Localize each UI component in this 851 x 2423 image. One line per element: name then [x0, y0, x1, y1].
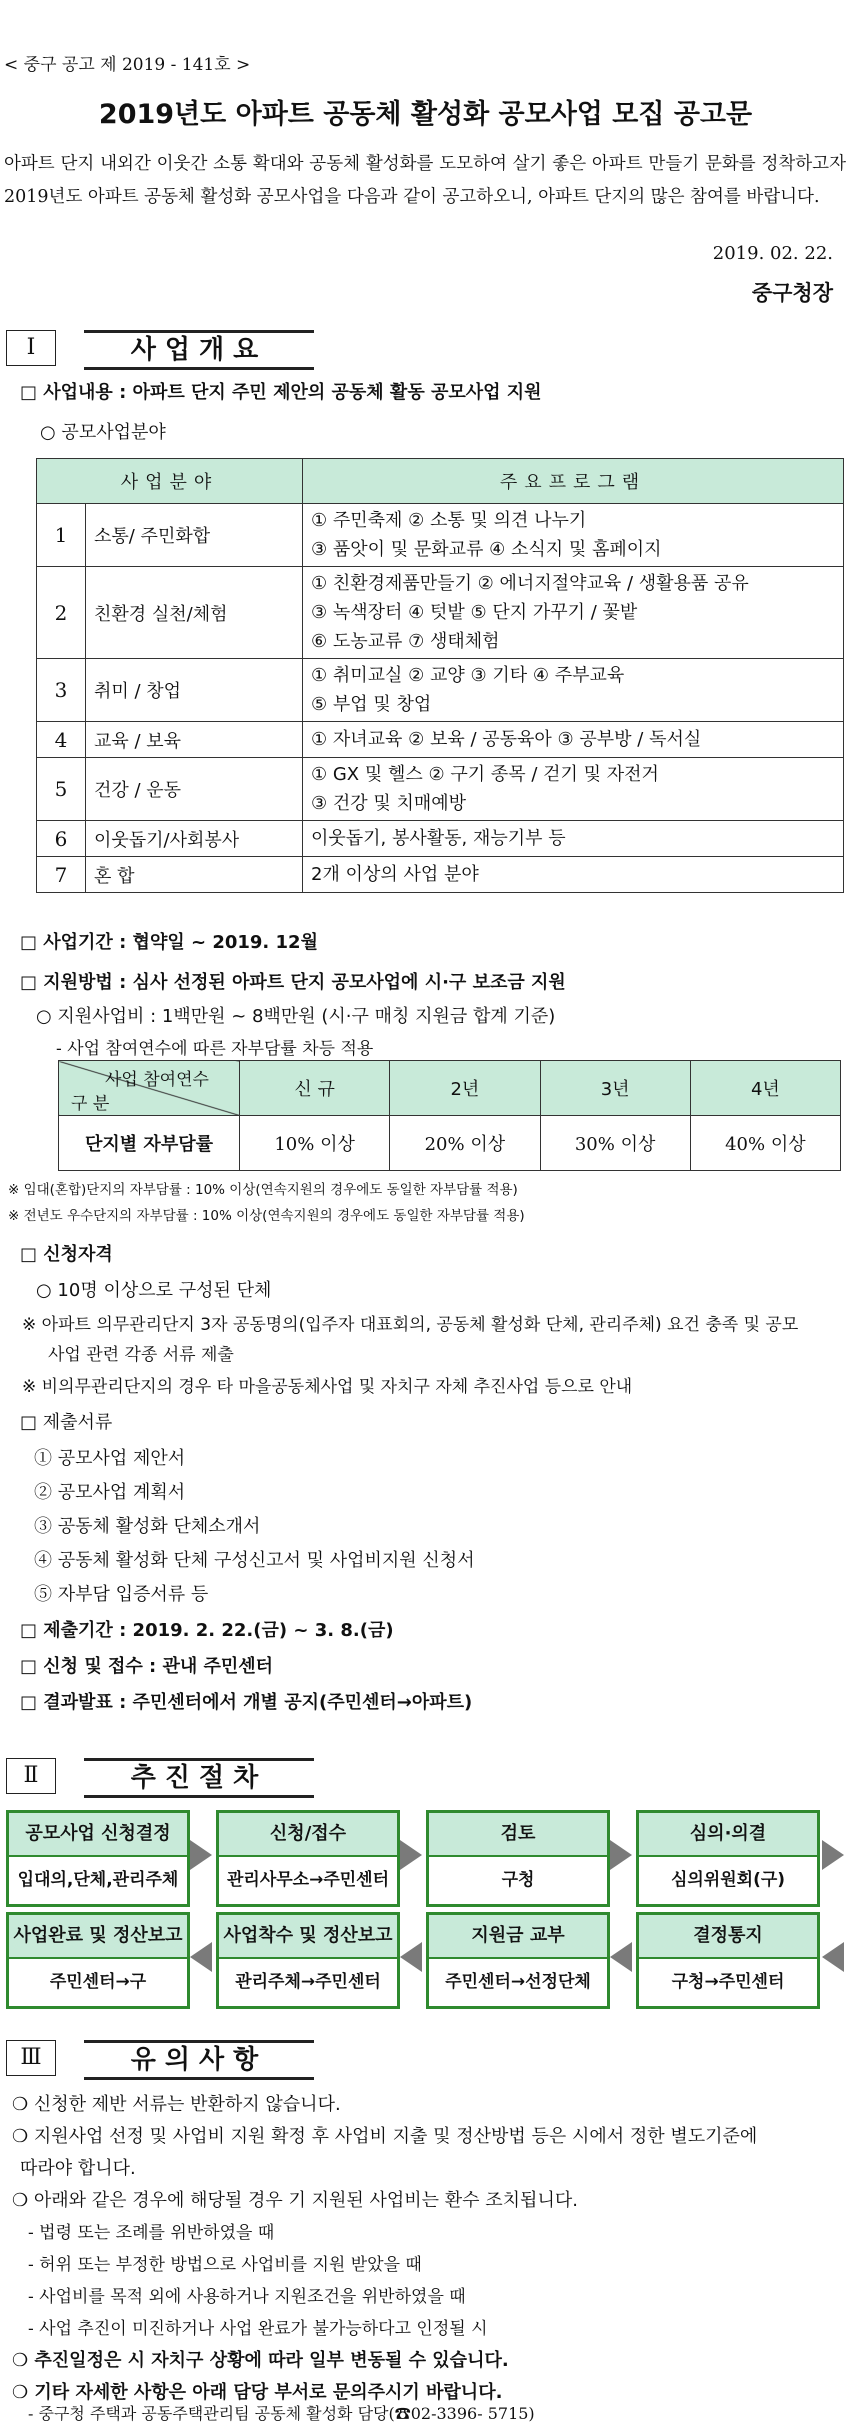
ratio-value: 30% 이상: [540, 1116, 690, 1171]
step-title: 검토: [429, 1813, 607, 1857]
row-number: 7: [37, 857, 86, 893]
qualification-note-cont: 사업 관련 각종 서류 제출: [48, 1345, 234, 1365]
step-title: 지원금 교부: [429, 1915, 607, 1959]
row-category: 건강 / 운동: [86, 758, 303, 821]
arrow-right-icon: [610, 1840, 632, 1870]
program-line: ⑤ 부업 및 창업: [311, 694, 432, 715]
program-line: ① 취미교실 ② 교양 ③ 기타 ④ 주부교육: [311, 665, 625, 686]
document-item: ⑤ 자부담 입증서류 등: [34, 1584, 209, 1605]
program-row: [37, 857, 844, 893]
issuer: 중구청장: [751, 281, 833, 305]
ratio-header: 3년: [540, 1061, 690, 1116]
row-category: 취미 / 창업: [86, 659, 303, 722]
arrow-left-icon: [190, 1942, 212, 1972]
program-line: ① 자녀교육 ② 보육 / 공동육아 ③ 공부방 / 독서실: [311, 729, 702, 750]
corner-bottom: 구 분: [71, 1094, 110, 1114]
header-category: 사업분야: [37, 459, 303, 504]
step-title: 결정통지: [639, 1915, 817, 1959]
row-number: 4: [37, 722, 86, 758]
footnote: ※ 임대(혼합)단지의 자부담률 : 10% 이상(연속지원의 경우에도 동일한 자부담률 적용): [8, 1182, 518, 1198]
arrow-right-icon: [400, 1840, 422, 1870]
business-period: □ 사업기간 : 협약일 ~ 2019. 12월: [20, 932, 318, 953]
qualification-item: ○ 10명 이상으로 구성된 단체: [36, 1280, 272, 1301]
header-program: 주요프로그램: [303, 459, 844, 504]
arrow-left-icon: [822, 1942, 844, 1972]
section-3-number: Ⅲ: [6, 2040, 56, 2076]
program-line: ⑥ 도농교류 ⑦ 생태체험: [311, 631, 500, 652]
document-item: ② 공모사업 계획서: [34, 1482, 186, 1503]
submit-period: □ 제출기간 : 2019. 2. 22.(금) ~ 3. 8.(금): [20, 1620, 394, 1641]
footnote: ※ 전년도 우수단지의 자부담률 : 10% 이상(연속지원의 경우에도 동일한 자부담률 적용): [8, 1208, 525, 1224]
notice-number: < 중구 공고 제 2019 - 141호 >: [4, 55, 251, 75]
qualification-heading: □ 신청자격: [20, 1244, 113, 1265]
process-step: [636, 1912, 820, 2009]
step-sub: 관리사무소→주민센터: [226, 1870, 390, 1890]
program-table: [36, 458, 844, 893]
step-sub: 주민센터→구: [49, 1972, 147, 1992]
note-subitem: - 허위 또는 부정한 방법으로 사업비를 지원 받았을 때: [28, 2255, 422, 2275]
step-sub: 구청→주민센터: [671, 1972, 785, 1992]
note-item-cont: 따라야 합니다.: [20, 2158, 136, 2179]
program-line: ① 친환경제품만들기 ② 에너지절약교육 / 생활용품 공유: [311, 573, 749, 594]
amount-note: - 사업 참여연수에 따른 자부담률 차등 적용: [56, 1039, 374, 1059]
process-step: [426, 1810, 610, 1907]
step-sub: 심의위원회(구): [670, 1870, 786, 1890]
note-item: ❍ 신청한 제반 서류는 반환하지 않습니다.: [12, 2094, 341, 2115]
program-row: [37, 758, 844, 821]
program-row: [37, 504, 844, 567]
row-programs: [303, 821, 844, 857]
document-item: ③ 공동체 활성화 단체소개서: [34, 1516, 261, 1537]
program-row: [37, 821, 844, 857]
qualification-note: ※ 아파트 의무관리단지 3자 공동명의(입주자 대표회의, 공동체 활성화 단체, 관리주체) 요건 충족 및 공모: [22, 1315, 799, 1335]
row-category: 교육 / 보육: [86, 722, 303, 758]
row-number: 5: [37, 758, 86, 821]
step-title: 신청/접수: [219, 1813, 397, 1857]
program-line: ① 주민축제 ② 소통 및 의견 나누기: [311, 510, 587, 531]
section-2-number: Ⅱ: [6, 1758, 56, 1794]
support-method: □ 지원방법 : 심사 선정된 아파트 단지 공모사업에 시·구 보조금 지원: [20, 972, 566, 993]
documents-heading: □ 제출서류: [20, 1412, 113, 1433]
step-sub: 구청: [501, 1870, 535, 1890]
arrow-left-icon: [610, 1942, 632, 1972]
step-sub: 관리주체→주민센터: [235, 1972, 381, 1992]
program-row: [37, 567, 844, 659]
row-programs: [303, 567, 844, 659]
row-number: 1: [37, 504, 86, 567]
ratio-table: [58, 1060, 841, 1171]
section-1-title: 사업개요: [84, 330, 314, 370]
row-category: 혼 합: [86, 857, 303, 893]
ratio-value: 40% 이상: [690, 1116, 840, 1171]
ratio-corner: [59, 1061, 240, 1116]
field-heading: ○ 공모사업분야: [40, 422, 166, 443]
corner-top: 사업 참여연수: [105, 1070, 209, 1090]
row-programs: [303, 758, 844, 821]
step-title: 공모사업 신청결정: [9, 1813, 187, 1857]
note-item: ❍ 지원사업 선정 및 사업비 지원 확정 후 사업비 지출 및 정산방법 등은 시에서 정한 별도기준에: [12, 2126, 758, 2147]
step-title: 심의·의결: [639, 1813, 817, 1857]
program-line: 2개 이상의 사업 분야: [311, 864, 479, 885]
note-item: ❍ 추진일정은 시 자치구 상황에 따라 일부 변동될 수 있습니다.: [12, 2350, 509, 2371]
support-amount: ○ 지원사업비 : 1백만원 ~ 8백만원 (시·구 매칭 지원금 합계 기준): [36, 1006, 556, 1027]
program-row: [37, 722, 844, 758]
ratio-header: 신 규: [240, 1061, 390, 1116]
program-line: ③ 녹색장터 ④ 텃밭 ⑤ 단지 가꾸기 / 꽃밭: [311, 602, 638, 623]
program-line: ③ 건강 및 치매예방: [311, 793, 467, 814]
process-step: [216, 1912, 400, 2009]
step-title: 사업착수 및 정산보고: [219, 1915, 397, 1959]
process-step: [216, 1810, 400, 1907]
section-2-title: 추진절차: [84, 1758, 314, 1798]
note-subitem: - 법령 또는 조례를 위반하였을 때: [28, 2223, 275, 2243]
note-item: ❍ 아래와 같은 경우에 해당될 경우 기 지원된 사업비는 환수 조치됩니다.: [12, 2190, 578, 2211]
process-step: [6, 1810, 190, 1907]
document-item: ① 공모사업 제안서: [34, 1448, 186, 1469]
row-programs: [303, 722, 844, 758]
step-sub: 입대의,단체,관리주체: [17, 1870, 179, 1890]
process-step: [636, 1810, 820, 1907]
row-number: 6: [37, 821, 86, 857]
arrow-right-icon: [190, 1840, 212, 1870]
section-1-number: Ⅰ: [6, 330, 56, 366]
program-line: ③ 품앗이 및 문화교류 ④ 소식지 및 홈페이지: [311, 539, 662, 560]
program-line: 이웃돕기, 봉사활동, 재능기부 등: [311, 828, 566, 849]
contact-info: - 중구청 주택과 공동주택관리팀 공동체 활성화 담당(☎02-3396- 5715): [28, 2404, 535, 2423]
ratio-value: 10% 이상: [240, 1116, 390, 1171]
submit-place: □ 신청 및 접수 : 관내 주민센터: [20, 1656, 274, 1677]
arrow-right-icon: [822, 1840, 844, 1870]
intro-paragraph: 아파트 단지 내외간 이웃간 소통 확대와 공동체 활성화를 도모하여 살기 좋은 아파트 만들기 문화를 정착하고자 2019년도 아파트 공동체 활성화 공모사업을 다음과 같이 공고하오니, 아파트 단지의 많은 참여를 바랍니다.: [4, 154, 846, 207]
note-item: ❍ 기타 자세한 사항은 아래 담당 부서로 문의주시기 바랍니다.: [12, 2382, 503, 2403]
row-programs: [303, 857, 844, 893]
result-announcement: □ 결과발표 : 주민센터에서 개별 공지(주민센터→아파트): [20, 1692, 473, 1713]
note-subitem: - 사업비를 목적 외에 사용하거나 지원조건을 위반하였을 때: [28, 2287, 466, 2307]
qualification-note: ※ 비의무관리단지의 경우 타 마을공동체사업 및 자치구 자체 추진사업 등으로 안내: [22, 1377, 633, 1397]
step-title: 사업완료 및 정산보고: [9, 1915, 187, 1959]
section-3-title: 유의사항: [84, 2040, 314, 2080]
ratio-header: 4년: [690, 1061, 840, 1116]
document-item: ④ 공동체 활성화 단체 구성신고서 및 사업비지원 신청서: [34, 1550, 475, 1571]
process-step: [426, 1912, 610, 2009]
program-line: ① GX 및 헬스 ② 구기 종목 / 걷기 및 자전거: [311, 764, 659, 785]
row-category: 소통/ 주민화합: [86, 504, 303, 567]
row-programs: [303, 504, 844, 567]
step-sub: 주민센터→선정단체: [445, 1972, 591, 1992]
row-category: 친환경 실천/체험: [86, 567, 303, 659]
program-row: [37, 659, 844, 722]
page-title: 2019년도 아파트 공동체 활성화 공모사업 모집 공고문: [98, 99, 753, 130]
ratio-header: 2년: [390, 1061, 540, 1116]
ratio-row-label: 단지별 자부담률: [59, 1116, 240, 1171]
announcement-date: 2019. 02. 22.: [712, 243, 833, 264]
note-subitem: - 사업 추진이 미진하거나 사업 완료가 불가능하다고 인정될 시: [28, 2319, 488, 2339]
program-table-header: [37, 459, 844, 504]
row-category: 이웃돕기/사회봉사: [86, 821, 303, 857]
process-step: [6, 1912, 190, 2009]
row-number: 2: [37, 567, 86, 659]
row-programs: [303, 659, 844, 722]
row-number: 3: [37, 659, 86, 722]
arrow-left-icon: [400, 1942, 422, 1972]
business-content: □ 사업내용 : 아파트 단지 주민 제안의 공동체 활동 공모사업 지원: [20, 382, 542, 403]
ratio-value: 20% 이상: [390, 1116, 540, 1171]
